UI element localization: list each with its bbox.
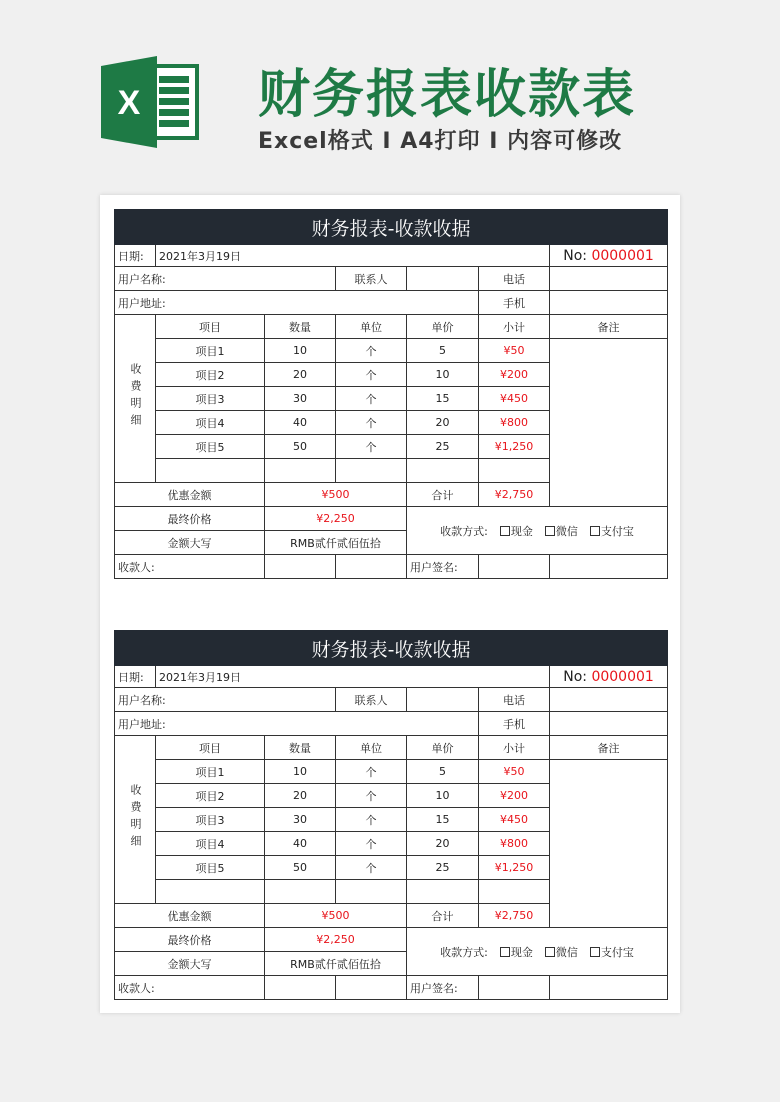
section-label: 收费明细 <box>129 784 142 852</box>
excel-logo-icon <box>101 56 199 148</box>
date-value: 2021年3月19日 <box>159 249 241 263</box>
item-name: 项目1 <box>195 765 225 779</box>
item-row <box>115 760 668 784</box>
checkbox-alipay[interactable] <box>578 946 634 959</box>
col-header: 备注 <box>597 320 620 334</box>
contact-label: 联系人 <box>354 693 388 707</box>
col-header: 小计 <box>503 741 525 755</box>
phone-label: 电话 <box>503 272 525 286</box>
item-subtotal: ¥800 <box>500 416 528 429</box>
col-header: 项目 <box>199 320 221 334</box>
item-unit: 个 <box>365 344 377 358</box>
item-qty: 30 <box>293 813 307 826</box>
payee-label: 收款人: <box>118 560 155 574</box>
item-unit: 个 <box>365 392 377 406</box>
alipay-label: 支付宝 <box>600 524 634 538</box>
item-subtotal: ¥50 <box>503 765 525 778</box>
item-subtotal: ¥1,250 <box>494 861 534 874</box>
page-subtitle: Excel格式 I A4打印 I 内容可修改 <box>258 129 623 154</box>
item-qty: 30 <box>293 392 307 405</box>
total-value: ¥2,750 <box>494 488 534 501</box>
total-value: ¥2,750 <box>494 909 534 922</box>
col-header: 小计 <box>503 320 525 334</box>
item-qty: 20 <box>293 368 307 381</box>
item-subtotal: ¥450 <box>500 392 528 405</box>
date-value: 2021年3月19日 <box>159 670 241 684</box>
item-subtotal: ¥200 <box>500 789 528 802</box>
discount-label: 优惠金额 <box>167 909 212 923</box>
final-value: ¥2,250 <box>316 933 355 946</box>
item-qty: 40 <box>293 837 307 850</box>
receipt-number: 0000001 <box>591 247 654 264</box>
item-row <box>115 339 668 363</box>
item-unit: 个 <box>365 861 377 875</box>
discount-value: ¥500 <box>321 909 350 922</box>
final-value: ¥2,250 <box>316 512 355 525</box>
item-name: 项目1 <box>195 344 225 358</box>
item-qty: 10 <box>293 765 307 778</box>
payment-label: 收款方式: <box>440 524 488 538</box>
remarks-cell[interactable] <box>550 760 668 928</box>
checkbox-alipay[interactable] <box>578 525 634 538</box>
item-unit: 个 <box>365 765 377 779</box>
final-label: 最终价格 <box>167 933 212 947</box>
item-unit: 个 <box>365 368 377 382</box>
item-unit: 个 <box>365 813 377 827</box>
svg-text:X: X <box>117 84 141 122</box>
final-label: 最终价格 <box>167 512 212 526</box>
col-header: 单价 <box>431 320 454 334</box>
checkbox-wechat[interactable] <box>533 946 578 959</box>
item-unit: 个 <box>365 789 377 803</box>
receipt-2 <box>114 630 668 1000</box>
no-label: No: <box>563 247 587 264</box>
wechat-label: 微信 <box>555 524 578 538</box>
item-subtotal: ¥800 <box>500 837 528 850</box>
item-price: 20 <box>435 837 450 850</box>
col-header: 备注 <box>597 741 620 755</box>
col-header: 单位 <box>360 320 382 334</box>
col-header: 单价 <box>431 741 454 755</box>
cash-label: 现金 <box>510 945 533 959</box>
item-price: 5 <box>439 344 446 357</box>
no-label: No: <box>563 668 587 685</box>
signature-label: 用户签名: <box>410 560 458 574</box>
customer-label: 用户名称: <box>118 272 166 286</box>
receipt-heading: 财务报表-收款收据 <box>311 638 471 661</box>
item-price: 15 <box>435 813 450 826</box>
item-price: 5 <box>439 765 446 778</box>
item-price: 15 <box>435 392 450 405</box>
item-name: 项目3 <box>195 392 225 406</box>
item-price: 20 <box>435 416 450 429</box>
address-label: 用户地址: <box>118 717 166 731</box>
item-name: 项目5 <box>195 440 225 454</box>
wechat-label: 微信 <box>555 945 578 959</box>
mobile-label: 手机 <box>503 296 525 310</box>
item-name: 项目2 <box>195 368 225 382</box>
item-subtotal: ¥450 <box>500 813 528 826</box>
receipt-table <box>114 630 668 1000</box>
total-label: 合计 <box>431 909 454 923</box>
checkbox-cash[interactable] <box>488 525 533 538</box>
date-label: 日期: <box>118 249 144 263</box>
item-unit: 个 <box>365 440 377 454</box>
page-title: 财务报表收款表 <box>258 65 637 125</box>
total-label: 合计 <box>431 488 454 502</box>
section-label: 收费明细 <box>129 363 142 431</box>
item-price: 10 <box>435 789 450 802</box>
item-subtotal: ¥50 <box>503 344 525 357</box>
receipt-1 <box>114 209 668 579</box>
customer-label: 用户名称: <box>118 693 166 707</box>
col-header: 数量 <box>289 320 311 334</box>
item-name: 项目4 <box>195 416 225 430</box>
payment-label: 收款方式: <box>440 945 488 959</box>
item-price: 25 <box>435 440 450 453</box>
amount-words: RMB贰仟贰佰伍拾 <box>290 957 381 971</box>
checkbox-cash[interactable] <box>488 946 533 959</box>
receipt-heading: 财务报表-收款收据 <box>311 217 471 240</box>
item-name: 项目2 <box>195 789 225 803</box>
payee-label: 收款人: <box>118 981 155 995</box>
cash-label: 现金 <box>510 524 533 538</box>
discount-label: 优惠金额 <box>167 488 212 502</box>
col-header: 单位 <box>360 741 382 755</box>
item-qty: 40 <box>293 416 307 429</box>
item-name: 项目5 <box>195 861 225 875</box>
mobile-label: 手机 <box>503 717 525 731</box>
item-qty: 50 <box>293 861 307 874</box>
checkbox-wechat[interactable] <box>533 525 578 538</box>
amount-words-label: 金额大写 <box>167 957 212 971</box>
item-qty: 20 <box>293 789 307 802</box>
item-price: 25 <box>435 861 450 874</box>
remarks-cell[interactable] <box>550 339 668 507</box>
item-qty: 10 <box>293 344 307 357</box>
date-label: 日期: <box>118 670 144 684</box>
item-unit: 个 <box>365 416 377 430</box>
receipt-table <box>114 209 668 579</box>
amount-words: RMB贰仟贰佰伍拾 <box>290 536 381 550</box>
item-subtotal: ¥1,250 <box>494 440 534 453</box>
col-header: 数量 <box>289 741 311 755</box>
item-price: 10 <box>435 368 450 381</box>
discount-value: ¥500 <box>321 488 350 501</box>
contact-label: 联系人 <box>354 272 388 286</box>
item-name: 项目4 <box>195 837 225 851</box>
receipt-number: 0000001 <box>591 668 654 685</box>
amount-words-label: 金额大写 <box>167 536 212 550</box>
alipay-label: 支付宝 <box>600 945 634 959</box>
item-subtotal: ¥200 <box>500 368 528 381</box>
item-name: 项目3 <box>195 813 225 827</box>
item-unit: 个 <box>365 837 377 851</box>
phone-label: 电话 <box>503 693 525 707</box>
address-label: 用户地址: <box>118 296 166 310</box>
col-header: 项目 <box>199 741 221 755</box>
item-qty: 50 <box>293 440 307 453</box>
signature-label: 用户签名: <box>410 981 458 995</box>
